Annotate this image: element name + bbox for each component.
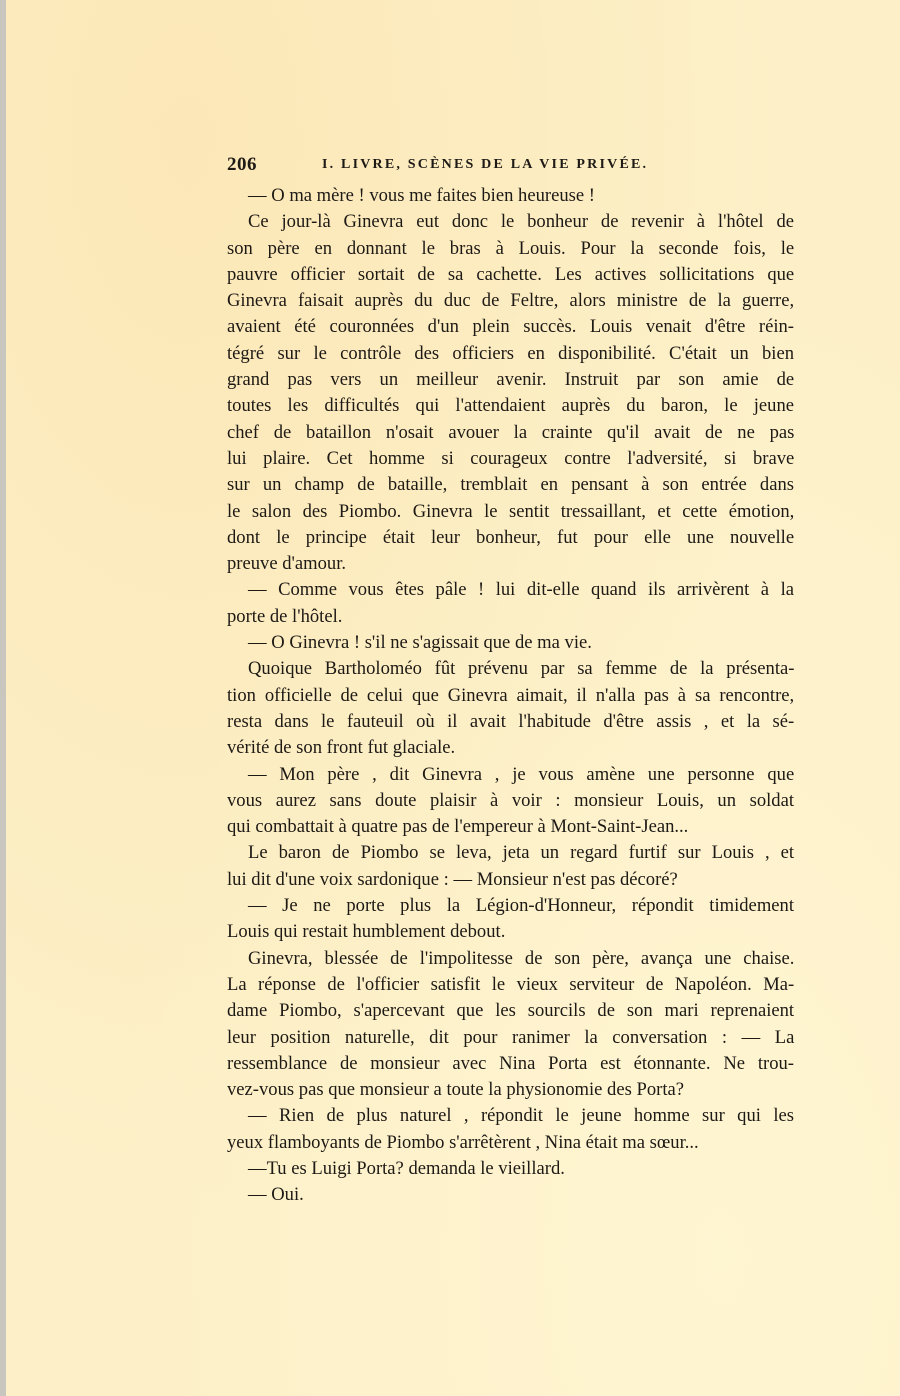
text-line: — Oui. — [248, 1184, 304, 1206]
text-line: le salon des Piombo. Ginevra le sentit tressaillant, et cette émotion, — [227, 500, 795, 522]
text-line: Quoique Bartholoméo fût prévenu par sa femme de la présenta- — [248, 658, 795, 680]
text-line: vérité de son front fut glaciale. — [227, 737, 456, 759]
paragraph — [227, 656, 794, 761]
paragraph — [227, 209, 794, 577]
text-line: chef de bataillon n'osait avouer la crainte qu'il avait de ne pas — [227, 421, 795, 443]
running-head — [227, 154, 697, 178]
text-line: lui dit d'une voix sardonique : — Monsieur n'est pas décoré? — [227, 868, 678, 890]
paragraph — [227, 946, 794, 1104]
paragraph — [227, 1103, 794, 1156]
text-line: — Mon père , dit Ginevra , je vous amène une personne que — [248, 763, 795, 785]
body-text — [227, 183, 794, 1209]
text-line: qui combattait à quatre pas de l'empereur à Mont-Saint-Jean... — [227, 816, 689, 838]
paragraph — [227, 630, 794, 656]
text-line: resta dans le fauteuil où il avait l'habitude d'être assis , et la sé- — [227, 710, 795, 732]
text-line: Le baron de Piombo se leva, jeta un regard furtif sur Louis , et — [248, 842, 795, 864]
text-line: yeux flamboyants de Piombo s'arrêtèrent , Nina était ma sœur... — [227, 1131, 699, 1153]
page-number: 206 — [227, 154, 257, 175]
text-line: — Je ne porte plus la Légion-d'Honneur, répondit timidement — [248, 895, 794, 917]
paragraph — [227, 840, 794, 893]
text-line: preuve d'amour. — [227, 553, 347, 575]
text-line: pauvre officier sortait de sa cachette. Les actives sollicitations que — [227, 263, 795, 285]
text-line: dame Piombo, s'apercevant que les sourcils de son mari reprenaient — [227, 1000, 795, 1022]
text-line: vous aurez sans doute plaisir à voir : monsieur Louis, un soldat — [227, 789, 794, 811]
text-line: Ginevra faisait auprès du duc de Feltre, alors ministre de la guerre, — [227, 290, 795, 312]
text-line: La réponse de l'officier satisfit le vieux serviteur de Napoléon. Ma- — [227, 973, 795, 995]
text-line: Ginevra, blessée de l'impolitesse de son père, avança une chaise. — [248, 947, 795, 969]
text-line: — O Ginevra ! s'il ne s'agissait que de ma vie. — [248, 632, 592, 654]
text-line: — Rien de plus naturel , répondit le jeune homme sur qui les — [248, 1105, 794, 1127]
text-line: — Comme vous êtes pâle ! lui dit-elle quand ils arrivèrent à la — [248, 579, 794, 601]
paragraph — [227, 577, 794, 630]
text-line: ressemblance de monsieur avec Nina Porta est étonnante. Ne trou- — [227, 1052, 794, 1074]
text-line: toutes les difficultés qui l'attendaient auprès du baron, le jeune — [227, 395, 794, 417]
text-line: grand pas vers un meilleur avenir. Instruit par son amie de — [227, 369, 795, 391]
paragraph — [227, 893, 794, 946]
paragraph — [227, 762, 794, 841]
text-line: avaient été couronnées d'un plein succès. Louis venait d'être réin- — [227, 316, 794, 338]
running-head-title: I. LIVRE, SCÈNES DE LA VIE PRIVÉE. — [322, 157, 649, 172]
text-line: son père en donnant le bras à Louis. Pour la seconde fois, le — [227, 237, 795, 259]
text-line: leur position naturelle, dit pour ranimer la conversation : — La — [227, 1026, 795, 1048]
text-line: — O ma mère ! vous me faites bien heureuse ! — [248, 185, 595, 206]
book-page — [6, 0, 900, 1396]
text-line: sur un champ de bataille, tremblait en pensant à son entrée dans — [227, 474, 794, 496]
text-line: porte de l'hôtel. — [227, 605, 343, 627]
text-line: lui plaire. Cet homme si courageux contre l'adversité, si brave — [227, 447, 795, 469]
text-line: vez-vous pas que monsieur a toute la physionomie des Porta? — [227, 1079, 684, 1101]
paragraph — [227, 1156, 794, 1182]
text-line: tion officielle de celui que Ginevra aimait, il n'alla pas à sa rencontre, — [227, 684, 795, 706]
text-line: Louis qui restait humblement debout. — [227, 921, 506, 943]
text-line: —Tu es Luigi Porta? demanda le vieillard. — [248, 1157, 565, 1179]
text-line: dont le principe était leur bonheur, fut pour elle une nouvelle — [227, 526, 795, 548]
text-line: tégré sur le contrôle des officiers en disponibilité. C'était un bien — [227, 342, 794, 364]
paragraph — [227, 1182, 794, 1208]
text-line: Ce jour-là Ginevra eut donc le bonheur de revenir à l'hôtel de — [248, 211, 794, 233]
paragraph — [227, 183, 794, 209]
